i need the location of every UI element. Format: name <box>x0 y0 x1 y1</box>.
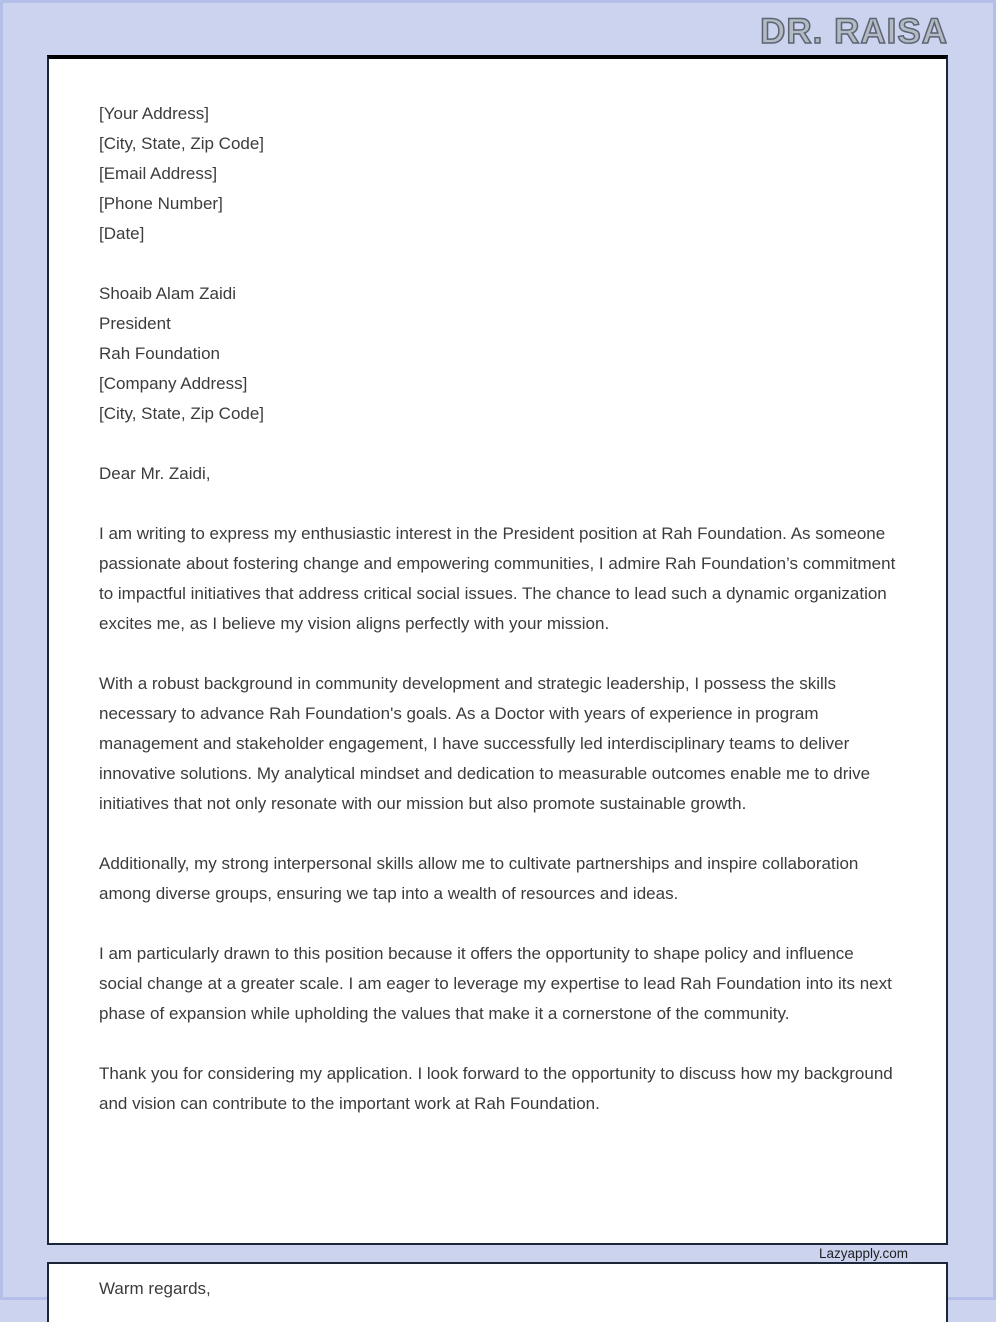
closing-line: Warm regards, <box>99 1279 211 1298</box>
watermark-link[interactable]: Lazyapply.com <box>818 1246 908 1261</box>
recipient-line: Shoaib Alam Zaidi <box>99 284 237 303</box>
letter-page <box>47 55 948 1245</box>
sender-line: [Date] <box>99 224 145 243</box>
letter-page-continuation <box>47 1262 948 1322</box>
brand-logo: DR. RAISA <box>760 12 948 51</box>
sender-line: [Phone Number] <box>99 194 223 213</box>
letter-paragraph: Thank you for considering my application. I look forward to the opportunity to discuss how my background and vision can contribute to the important work at Rah Foundation. <box>99 1064 893 1113</box>
letter-paragraph: I am particularly drawn to this position because it offers the opportunity to shape policy and influence social change at a greater scale. I am eager to leverage my expertise to lead Rah Foundation into its next phase of expansion while upholding the values that make it a cornerstone of the community. <box>99 944 892 1023</box>
recipient-line: [Company Address] <box>99 374 248 393</box>
recipient-address-block <box>99 279 898 429</box>
recipient-line: President <box>99 314 171 333</box>
letter-paragraph: I am writing to express my enthusiastic interest in the President position at Rah Foundation. As someone passionate about fostering change and empowering communities, I admire Rah Foundation’s commitment to impactful initiatives that address critical social issues. The chance to lead such a dynamic organization excites me, as I believe my vision aligns perfectly with your mission. <box>99 524 896 633</box>
sender-line: [Your Address] <box>99 104 209 123</box>
sender-line: [City, State, Zip Code] <box>99 134 265 153</box>
salutation: Dear Mr. Zaidi, <box>99 464 211 483</box>
letter-paragraph: Additionally, my strong interpersonal skills allow me to cultivate partnerships and inspire collaboration among diverse groups, ensuring we tap into a wealth of resources and ideas. <box>99 854 859 903</box>
sender-address-block <box>99 99 898 249</box>
recipient-line: Rah Foundation <box>99 344 220 363</box>
sender-line: [Email Address] <box>99 164 218 183</box>
recipient-line: [City, State, Zip Code] <box>99 404 265 423</box>
letter-paragraph: With a robust background in community development and strategic leadership, I possess the skills necessary to advance Rah Foundation's goals. As a Doctor with years of experience in program management and stakeholder engagement, I have successfully led interdisciplinary teams to deliver innovative solutions. My analytical mindset and dedication to measurable outcomes enable me to drive initiatives that not only resonate with our mission but also promote sustainable growth. <box>99 674 871 813</box>
